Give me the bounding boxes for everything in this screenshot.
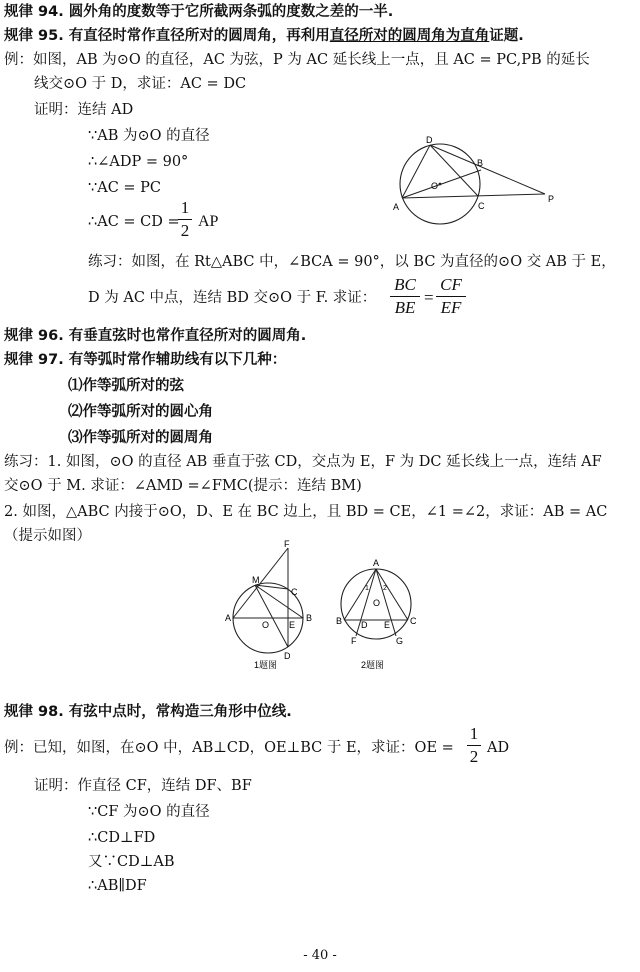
label-o: O (262, 620, 270, 630)
rule-97-title: 规律 97. 有等弧时常作辅助线有以下几种： (4, 352, 287, 368)
label-e: E (289, 620, 296, 630)
ratio-cf-ef (436, 275, 466, 318)
rule-97-exercise2-line1: 2. 如图，△ABC 内接于⊙O，D、E 在 BC 边上，且 BD = CE，∠1 =∠2，求证：AB = AC (4, 504, 608, 520)
rule-95-title-underlined: 直径所对的圆周角为直角 (329, 28, 490, 44)
fraction-denominator: BE (394, 298, 416, 317)
rule-97-exercise1-line1: 练习：1. 如图，⊙O 的直径 AB 垂直于弦 CD，交点为 E，F 为 DC 延长线上一点，连结 AF (4, 454, 602, 470)
label-b: B (306, 613, 313, 623)
rule-98-proof-step2: ∴CD⊥FD (88, 830, 156, 846)
label-p: P (548, 194, 555, 204)
label-d: D (284, 651, 291, 661)
label-e: E (384, 620, 391, 630)
label-f: F (284, 540, 290, 549)
rule-95-proof-step2: ∴∠ADP = 90° (88, 154, 189, 170)
label-a: A (393, 202, 400, 212)
label-angle-2: 2 (383, 585, 387, 592)
rule-95-half-fraction (178, 198, 192, 241)
rule-98-proof-step1: ∵CF 为⊙O 的直径 (88, 804, 210, 820)
rule-95-example-line1: 例：如图，AB 为⊙O 的直径，AC 为弦，P 为 AC 延长线上一点，且 AC = PC,PB 的延长 (4, 52, 590, 68)
rule-97-exercise1-line2: 交⊙O 于 M. 求证：∠AMD =∠FMC(提示：连结 BM) (4, 478, 362, 494)
line-ap (402, 194, 545, 198)
fraction-numerator: CF (440, 275, 462, 294)
rule-95-proof-step3: ∵AC = PC (88, 180, 162, 196)
label-d: D (361, 620, 368, 630)
line-af (233, 548, 288, 618)
rule-98-half-fraction (467, 724, 481, 767)
label-d: D (426, 135, 433, 145)
label-c: C (410, 616, 417, 626)
page-number: - 40 - (303, 948, 337, 963)
line-dp (430, 145, 545, 194)
rule-95-practice-line1: 练习：如图，在 Rt△ABC 中，∠BCA = 90°，以 BC 为直径的⊙O 交 AB 于 E， (88, 254, 616, 270)
figure-exercise-1 (222, 540, 322, 672)
fraction-bar (436, 296, 466, 297)
label-a: A (225, 613, 232, 623)
label-m: M (252, 575, 260, 585)
label-b: B (477, 158, 484, 168)
rule-98-proof-head: 证明：作直径 CF，连结 DF、BF (34, 778, 252, 794)
rule-98-proof-step4: ∴AB∥DF (88, 878, 147, 894)
side-ac (376, 569, 408, 620)
rule-98-title: 规律 98. 有弦中点时，常构造三角形中位线. (4, 704, 292, 720)
center-dot (439, 183, 442, 186)
fraction-bar (178, 219, 192, 220)
rule-95-example-line2: 线交⊙O 于 D，求证：AC = DC (34, 76, 247, 92)
rule-98-proof-step3: 又∵CD⊥AB (88, 854, 175, 870)
fraction-numerator: 1 (469, 724, 479, 743)
rule-97-item1: ⑴作等弧所对的弦 (68, 378, 184, 394)
diameter-ab (402, 170, 481, 198)
label-c: C (478, 201, 485, 211)
rule-95-title-b: 证题. (489, 28, 524, 44)
fraction-denominator: EF (440, 298, 462, 317)
fraction-denominator: 2 (180, 221, 190, 240)
rule-97-item2: ⑵作等弧所对的圆心角 (68, 404, 213, 420)
label-g: G (396, 636, 404, 646)
rule-97-exercise2-line2: （提示如图） (4, 528, 91, 544)
ratio-bc-be (390, 275, 420, 318)
label-o: O (373, 598, 381, 608)
label-c: C (291, 587, 298, 597)
figure-2-caption: 2题图 (361, 660, 385, 670)
rule-95-proof-step4-tail: AP (198, 213, 219, 230)
rule-98-example-tail: AD (487, 740, 510, 756)
rule-98-example: 例：已知，如图，在⊙O 中，AB⊥CD，OE⊥BC 于 E，求证：OE = (4, 740, 454, 756)
fraction-denominator: 2 (469, 747, 479, 766)
figure-1-caption: 1题图 (254, 660, 278, 670)
rule-96-title: 规律 96. 有垂直弦时也常作直径所对的圆周角. (4, 328, 307, 344)
rule-95-title (4, 26, 524, 46)
fraction-bar (390, 296, 420, 297)
label-a: A (373, 558, 380, 568)
fraction-numerator: BC (394, 275, 416, 294)
chord-md (255, 585, 288, 647)
circle-figure-rule95 (390, 132, 570, 232)
rule-95-title-a: 规律 95. 有直径时常作直径所对的圆周角，再利用 (4, 28, 330, 44)
fraction-bar (467, 745, 481, 746)
figure-exercise-2 (332, 552, 432, 672)
label-angle-1: 1 (365, 585, 369, 592)
rule-94-title: 规律 94. 圆外角的度数等于它所截两条弧的度数之差的一半. (4, 4, 394, 20)
fraction-numerator: 1 (180, 198, 190, 217)
rule-95-practice-line2: D 为 AC 中点，连结 BD 交⊙O 于 F. 求证： (88, 290, 377, 306)
label-o: O (431, 181, 439, 191)
rule-95-proof-head: 证明：连结 AD (34, 102, 134, 118)
equals-sign: = (424, 288, 434, 307)
rule-95-proof-step1: ∵AB 为⊙O 的直径 (88, 128, 210, 144)
rule-95-proof-step4: ∴AC = CD = (88, 214, 180, 230)
side-ab (344, 569, 376, 620)
label-b: B (336, 616, 343, 626)
label-f: F (351, 636, 357, 646)
rule-97-item3: ⑶作等弧所对的圆周角 (68, 430, 213, 446)
